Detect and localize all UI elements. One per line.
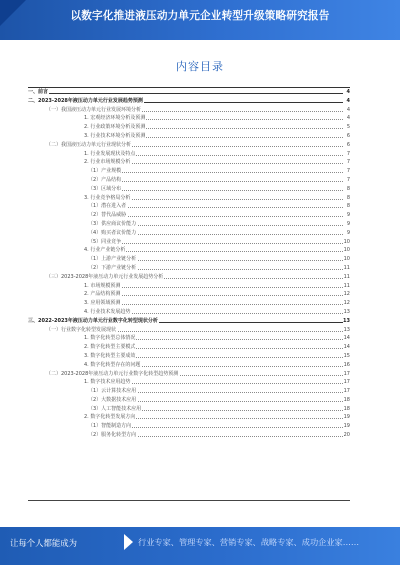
toc-entry-page: 10 (343, 247, 350, 254)
toc-entry[interactable] (28, 132, 350, 141)
toc-entry[interactable] (28, 387, 350, 396)
toc-entry-title: 3. 数字化转型主要成效 (84, 352, 136, 359)
toc-entry[interactable] (28, 343, 350, 352)
toc-entry[interactable] (28, 396, 350, 405)
toc-entry[interactable] (28, 334, 350, 343)
toc-entry-page: 8 (346, 194, 350, 201)
toc-entry-title: （2）替代品威胁 (88, 212, 127, 219)
toc-entry[interactable] (28, 422, 350, 431)
toc-entry-page: 15 (343, 352, 350, 359)
toc-entry[interactable] (28, 299, 350, 308)
toc-entry[interactable] (28, 185, 350, 194)
toc-list (28, 88, 350, 440)
toc-entry[interactable] (28, 378, 350, 387)
toc-entry-title: （一）行业数字化转型发展现状 (46, 326, 117, 333)
toc-entry-page: 5 (346, 124, 350, 131)
toc-entry-page: 11 (343, 282, 350, 289)
toc-entry-title: 2. 产品结构预测 (84, 291, 121, 298)
toc-entry-title: （1）产业规模 (88, 168, 122, 175)
toc-entry[interactable] (28, 282, 350, 291)
toc-entry-title: 3. 应用领域预测 (84, 300, 121, 307)
toc-entry-page: 4 (346, 89, 350, 95)
toc-entry[interactable] (28, 273, 350, 282)
toc-entry-title: 三、2022-2023年液压动力单元行业数字化转型现状分析 (28, 317, 158, 324)
toc-entry[interactable] (28, 370, 350, 379)
toc-entry[interactable] (28, 150, 350, 159)
toc-entry[interactable] (28, 264, 350, 273)
toc-entry-title: （2）下游产业链分析 (88, 264, 137, 271)
toc-entry-title: （2）服务化转型方向 (88, 432, 137, 439)
toc-entry-page: 8 (346, 203, 350, 210)
toc-entry-title: （5）同业竞争 (88, 238, 122, 245)
toc-entry-page: 4 (346, 115, 350, 122)
toc-entry[interactable] (28, 255, 350, 264)
toc-entry[interactable] (28, 326, 350, 335)
toc-bottom-rule (28, 500, 350, 501)
toc-leader-dots (90, 287, 343, 288)
toc-leader-dots (90, 304, 343, 305)
toc-entry-page: 13 (343, 326, 350, 333)
toc-entry[interactable] (28, 405, 350, 414)
report-title: 以数字化推进液压动力单元企业转型升级策略研究报告 (70, 10, 330, 22)
toc-heading: 内容目录 (176, 60, 224, 73)
toc-leader-dots (94, 190, 343, 191)
toc-entry-page: 14 (343, 335, 350, 342)
toc-entry-title: （3）人工智能技术应用 (88, 405, 142, 412)
toc-leader-dots (94, 207, 343, 208)
toc-entry-title: 1. 数字技术应用趋势 (84, 379, 131, 386)
toc-entry-title: （1）上游产业链分析 (88, 256, 137, 263)
toc-entry[interactable] (28, 238, 350, 247)
toc-entry-page: 13 (343, 308, 350, 315)
toc-entry-title: （二）2023-2028年液压动力单元行业数字化转型趋势预测 (46, 370, 179, 377)
toc-entry-page: 4 (346, 97, 350, 104)
toc-entry-title: 1. 宏观经济环境分析及预测 (84, 115, 146, 122)
toc-entry-page: 9 (346, 229, 350, 236)
toc-leader-dots (94, 172, 343, 173)
toc-leader-dots (94, 181, 343, 182)
toc-entry-title: （4）购买者议价能力 (88, 229, 137, 236)
toc-entry-title: 1. 数字化转型总体情况 (84, 335, 136, 342)
toc-leader-dots (94, 243, 343, 244)
toc-entry[interactable] (28, 246, 350, 255)
toc-entry-title: （2）大数据技术应用 (88, 396, 137, 403)
toc-entry[interactable] (28, 88, 350, 97)
toc-entry[interactable] (28, 317, 350, 326)
toc-entry[interactable] (28, 167, 350, 176)
footer-slogan: 让每个人都能成为 (10, 538, 77, 548)
toc-entry-page: 17 (343, 370, 350, 377)
toc-entry[interactable] (28, 141, 350, 150)
toc-entry-title: 3. 行业技术环境分析及预测 (84, 132, 146, 139)
toc-entry-page: 11 (343, 273, 350, 280)
toc-entry-page: 14 (343, 344, 350, 351)
toc-entry-title: 2. 行业市场规模分析 (84, 159, 131, 166)
toc-entry-page: 19 (343, 414, 350, 421)
toc-entry-title: （一）我国液压动力单元行业发展环境分析 (46, 106, 142, 113)
toc-entry-page: 18 (343, 396, 350, 403)
toc-entry-title: （3）供应商议价能力 (88, 220, 137, 227)
toc-entry[interactable] (28, 114, 350, 123)
toc-entry-page: 7 (346, 159, 350, 166)
toc-entry-title: （1）潜在进入者 (88, 203, 127, 210)
toc-entry-page: 6 (346, 141, 350, 148)
toc-entry-title: 2. 行业政策环境分析及预测 (84, 124, 146, 131)
toc-entry-title: （二）我国液压动力单元行业现状分析 (46, 141, 132, 148)
toc-entry-page: 20 (343, 432, 350, 439)
toc-entry-title: 1. 市场规模预测 (84, 282, 121, 289)
toc-entry-page: 9 (346, 220, 350, 227)
play-triangle-icon (124, 534, 133, 550)
toc-leader-dots (90, 295, 343, 296)
toc-entry-title: 一、前言 (28, 89, 49, 95)
toc-entry[interactable] (28, 202, 350, 211)
toc-entry[interactable] (28, 229, 350, 238)
footer-audience: 行业专家、管理专家、营销专家、战略专家、成功企业家…… (138, 537, 360, 547)
toc-entry-page: 12 (343, 291, 350, 298)
toc-entry[interactable] (28, 123, 350, 132)
toc-entry[interactable] (28, 308, 350, 317)
toc-entry-page: 11 (343, 264, 350, 271)
toc-entry-title: （1）智能制造方向 (88, 423, 132, 430)
toc-entry[interactable] (28, 352, 350, 361)
toc-entry-page: 13 (343, 317, 350, 324)
toc-entry-page: 7 (346, 168, 350, 175)
toc-entry-page: 16 (343, 361, 350, 368)
toc-leader-dots (90, 251, 343, 252)
toc-entry-page: 4 (346, 106, 350, 113)
toc-entry-page: 7 (346, 176, 350, 183)
toc-entry-page: 12 (343, 300, 350, 307)
footer-band (0, 527, 400, 565)
toc-entry-page: 19 (343, 423, 350, 430)
toc-entry-title: 4. 数字化转型存在的问题 (84, 361, 141, 368)
toc-entry-page: 6 (346, 132, 350, 139)
toc-entry-page: 9 (346, 212, 350, 219)
toc-entry[interactable] (28, 361, 350, 370)
toc-entry[interactable] (28, 220, 350, 229)
toc-leader-dots (94, 216, 343, 217)
toc-entry[interactable] (28, 211, 350, 220)
toc-entry[interactable] (28, 290, 350, 299)
toc-entry[interactable] (28, 97, 350, 106)
toc-entry-page: 17 (343, 379, 350, 386)
toc-entry-page: 17 (343, 388, 350, 395)
toc-entry-title: 1. 行业发展现状及特点 (84, 150, 136, 157)
toc-entry[interactable] (28, 106, 350, 115)
toc-entry-title: （3）区域分布 (88, 185, 122, 192)
toc-entry[interactable] (28, 413, 350, 422)
toc-entry-title: （2）产品结构 (88, 176, 122, 183)
toc-entry-page: 18 (343, 405, 350, 412)
toc-entry-title: 二、2023-2028年液压动力单元行业发展趋势预测 (28, 97, 143, 104)
toc-entry-page: 8 (346, 185, 350, 192)
toc-entry-title: 2. 数字化转型主要模式 (84, 344, 136, 351)
toc-entry-page: 10 (343, 238, 350, 245)
toc-entry-title: 4. 行业产业链分析 (84, 247, 126, 254)
toc-leader-dots (34, 93, 343, 94)
toc-entry-title: （三）2023-2028年液压动力单元行业发展趋势分析 (46, 273, 164, 280)
toc-entry[interactable] (28, 194, 350, 203)
toc-entry-title: 4. 行业技术发展趋势 (84, 308, 131, 315)
toc-entry[interactable] (28, 431, 350, 440)
toc-entry[interactable] (28, 158, 350, 167)
toc-entry-page: 10 (343, 256, 350, 263)
toc-entry[interactable] (28, 176, 350, 185)
toc-entry-title: 2. 数字化转型发展方向 (84, 414, 136, 421)
toc-entry-title: 3. 行业竞争格局分析 (84, 194, 131, 201)
toc-entry-title: （1）云计算技术应用 (88, 388, 137, 395)
toc-entry-page: 7 (346, 150, 350, 157)
